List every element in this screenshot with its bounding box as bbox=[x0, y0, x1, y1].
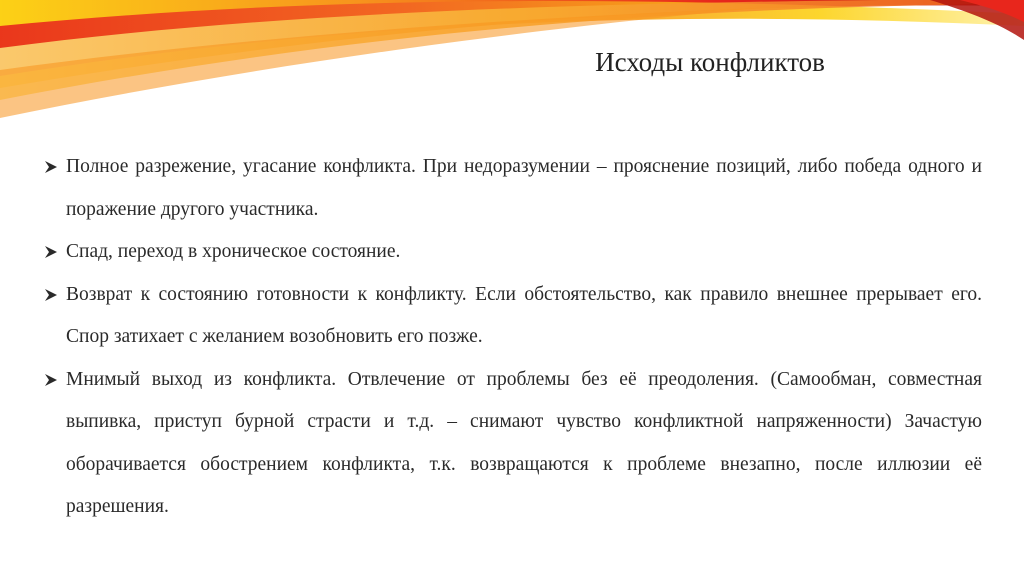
bullet-item bbox=[44, 231, 982, 274]
arrow-bullet-icon bbox=[44, 274, 60, 316]
bullet-text: Возврат к состоянию готовности к конфликту. Если обстоятельство, как правило внешнее прерывает его. Спор затихает с желанием возобновить его позже. bbox=[66, 283, 982, 347]
bullet-text: Мнимый выход из конфликта. Отвлечение от проблемы без её преодоления. (Самообман, совместная выпивка, приступ бурной страсти и т.д. – снимают чувство конфликтной напряженности) Зачастую оборачивается обострением конфликта, т.к. возвращаются к проблеме внезапно, после иллюзии её разрешения. bbox=[66, 368, 982, 517]
arrow-bullet-icon bbox=[44, 359, 60, 401]
arrow-bullet-icon bbox=[44, 146, 60, 188]
slide-title: Исходы конфликтов bbox=[595, 47, 825, 77]
bullet-item bbox=[44, 359, 982, 529]
bullet-text: Спад, переход в хроническое состояние. bbox=[66, 241, 401, 262]
bullet-item bbox=[44, 146, 982, 231]
bullet-text: Полное разрежение, угасание конфликта. При недоразумении – прояснение позиций, либо победа одного и поражение другого участника. bbox=[66, 156, 982, 220]
bullet-item bbox=[44, 274, 982, 359]
bullet-list bbox=[44, 146, 982, 529]
arrow-bullet-icon bbox=[44, 231, 60, 273]
flame-swoosh-decoration bbox=[0, 0, 1024, 130]
